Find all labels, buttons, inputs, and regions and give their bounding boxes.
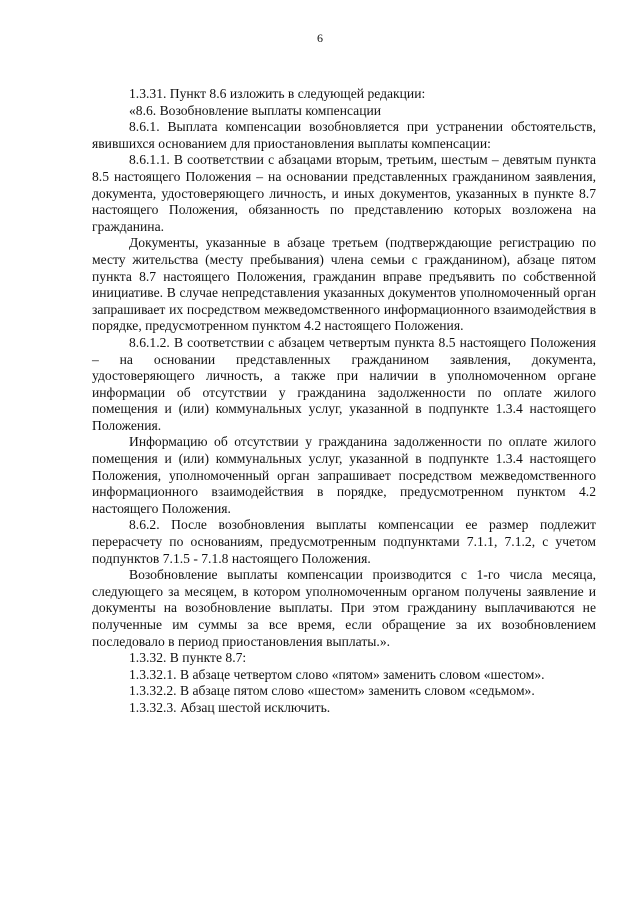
paragraph-1-3-31: 1.3.31. Пункт 8.6 изложить в следующей редакции: [129,86,426,101]
paragraph-8-6-1-2: 8.6.1.2. В соответствии с абзацем четвертым пункта 8.5 настоящего Положения – на основании представленных гражданином заявления, документа, удостоверяющего личность, а также при наличии в уполномоченном органе информации об отсутствии у гражданина задолженности по оплате жилого помещения и (или) коммунальных услуг, указанной в подпункте 1.3.4 настоящего Положения. [92,334,596,433]
paragraph-8-6-1-1: 8.6.1.1. В соответствии с абзацами вторым, третьим, шестым – девятым пункта 8.5 настоящего Положения – на основании представленных гражданином заявления, документа, удостоверяющего личность, и иных документов, указанных в пункте 8.7 настоящего Положения, обязанность по представлению которых возложена на гражданина. [92,152,596,234]
paragraph-debt-information: Информацию об отсутствии у гражданина задолженности по оплате жилого помещения и (или) коммунальных услуг, указанной в подпункте 1.3.4 настоящего Положения, уполномоченный орган запрашивает посредством межведомственного информационного взаимодействия в порядке, предусмотренном пунктом 4.2 настоящего Положения. [92,434,596,516]
paragraph-1-3-32: 1.3.32. В пункте 8.7: [129,650,247,666]
document-body [92,86,596,717]
paragraph-8-6-2: 8.6.2. После возобновления выплаты компенсации ее размер подлежит перерасчету по основаниям, предусмотренным подпунктами 7.1.1, 7.1.2, с учетом подпунктов 7.1.5 - 7.1.8 настоящего Положения. [92,517,596,566]
paragraph-1-3-32-3: 1.3.32.3. Абзац шестой исключить. [129,699,331,715]
page-number: 6 [317,31,323,45]
paragraph-resumption: Возобновление выплаты компенсации производится с 1-го числа месяца, следующего за месяцем, в котором уполномоченным органом получены заявление и документы на возобновление выплаты. При этом гражданину выплачиваются не полученные им суммы за все время, если обращение за их возобновлением последовало в период приостановления выплаты.». [92,567,596,649]
paragraph-documents: Документы, указанные в абзаце третьем (подтверждающие регистрацию по месту жительства (месту пребывания) члена семьи с гражданином), абзаце пятом пункта 8.7 настоящего Положения, гражданин вправе предъявить по собственной инициативе. В случае непредставления указанных документов уполномоченный орган запрашивает их посредством межведомственного информационного взаимодействия в порядке, предусмотренном пунктом 4.2 настоящего Положения. [92,235,596,334]
paragraph-8-6-1: 8.6.1. Выплата компенсации возобновляется при устранении обстоятельств, явившихся основанием для приостановления выплаты компенсации: [92,119,596,151]
paragraph-8-6-heading: «8.6. Возобновление выплаты компенсации [129,102,382,118]
paragraph-1-3-32-2: 1.3.32.2. В абзаце пятом слово «шестом» заменить словом «седьмом». [129,683,535,699]
paragraph-1-3-32-1: 1.3.32.1. В абзаце четвертом слово «пятом» заменить словом «шестом». [129,666,545,682]
